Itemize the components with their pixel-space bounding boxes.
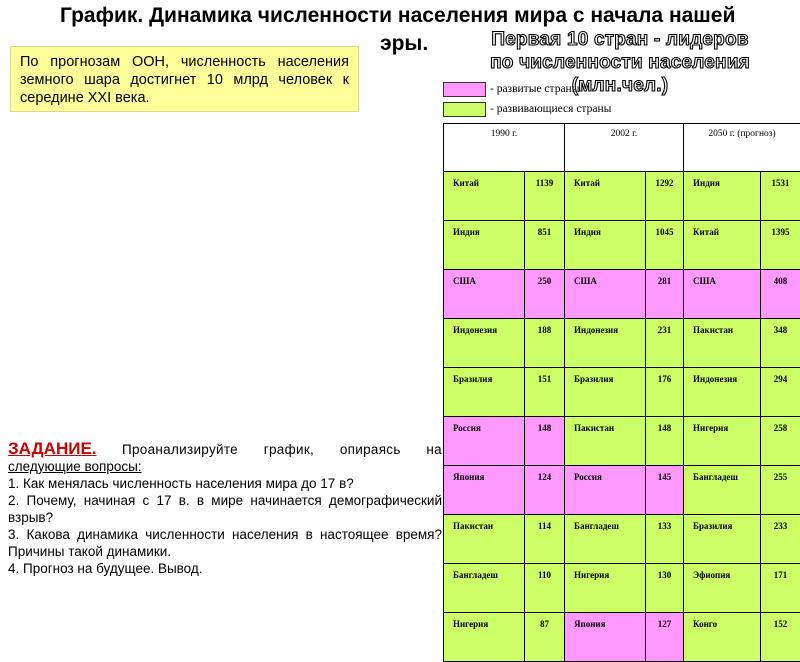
population-cell: 231 xyxy=(646,319,684,368)
country-cell: Япония xyxy=(565,613,646,662)
legend-item-developing xyxy=(443,100,611,118)
population-cell: 408 xyxy=(761,270,800,319)
table-row xyxy=(444,319,800,368)
country-cell: Китай xyxy=(444,172,525,221)
population-cell: 188 xyxy=(525,319,565,368)
legend-label-developed: - развитые страны xyxy=(490,83,579,95)
table-row xyxy=(444,515,800,564)
country-cell: Индия xyxy=(444,221,525,270)
population-cell: 127 xyxy=(646,613,684,662)
top10-title-line-2: по численности населения (млн.чел.) xyxy=(440,51,800,97)
country-cell: Индия xyxy=(684,172,761,221)
population-cell: 87 xyxy=(525,613,565,662)
country-cell: Япония xyxy=(444,466,525,515)
title-line-1: График. Динамика численности населения мира с начала нашей xyxy=(60,2,750,30)
population-cell: 348 xyxy=(761,319,800,368)
country-cell: Нигерия xyxy=(684,417,761,466)
country-cell: Эфиопия xyxy=(684,564,761,613)
country-cell: Пакистан xyxy=(565,417,646,466)
population-cell: 152 xyxy=(761,613,800,662)
country-cell: Бангладеш xyxy=(565,515,646,564)
population-cell: 171 xyxy=(761,564,800,613)
population-cell: 145 xyxy=(646,466,684,515)
population-cell: 124 xyxy=(525,466,565,515)
title-line-2: эры. xyxy=(60,30,750,58)
population-cell: 233 xyxy=(761,515,800,564)
population-cell: 1395 xyxy=(761,221,800,270)
task-heading: ЗАДАНИЕ. xyxy=(8,439,97,458)
country-cell: Бангладеш xyxy=(684,466,761,515)
table-row xyxy=(444,221,800,270)
task-block xyxy=(8,440,442,577)
table-row xyxy=(444,270,800,319)
country-cell: США xyxy=(684,270,761,319)
country-cell: Конго xyxy=(684,613,761,662)
table-header-row xyxy=(444,124,800,172)
header-2050: 2050 г. (прогноз) xyxy=(684,124,800,172)
population-cell: 255 xyxy=(761,466,800,515)
country-cell: Бразилия xyxy=(684,515,761,564)
country-cell: Китай xyxy=(565,172,646,221)
population-cell: 133 xyxy=(646,515,684,564)
country-cell: Нигерия xyxy=(444,613,525,662)
task-question-2: 2. Почему, начиная с 17 в. в мире начинается демографический взрыв? xyxy=(8,492,442,526)
population-cell: 851 xyxy=(525,221,565,270)
country-cell: Пакистан xyxy=(684,319,761,368)
table-row xyxy=(444,172,800,221)
country-cell: Россия xyxy=(565,466,646,515)
population-cell: 148 xyxy=(525,417,565,466)
task-question-1: 1. Как менялась численность населения мира до 17 в? xyxy=(8,475,442,492)
country-cell: Пакистан xyxy=(444,515,525,564)
table-row xyxy=(444,368,800,417)
population-cell: 1292 xyxy=(646,172,684,221)
population-cell: 1531 xyxy=(761,172,800,221)
table-row xyxy=(444,417,800,466)
task-question-4: 4. Прогноз на будущее. Вывод. xyxy=(8,560,442,577)
forecast-note: По прогнозам ООН, численность населения земного шара достигнет 10 млрд человек к середине XXI века. xyxy=(10,46,359,112)
task-subheading: следующие вопросы: xyxy=(8,458,442,475)
country-cell: США xyxy=(565,270,646,319)
task-question-3: 3. Какова динамика численности населения в настоящее время? Причины такой динамики. xyxy=(8,526,442,560)
header-1990: 1990 г. xyxy=(444,124,565,172)
legend-swatch-developing xyxy=(443,102,486,117)
population-cell: 258 xyxy=(761,417,800,466)
top10-title-line-1: Первая 10 стран - лидеров xyxy=(440,28,800,51)
task-header xyxy=(8,440,442,458)
population-cell: 151 xyxy=(525,368,565,417)
country-cell: Россия xyxy=(444,417,525,466)
country-cell: Бразилия xyxy=(444,368,525,417)
legend-swatch-developed xyxy=(443,82,486,97)
population-table xyxy=(443,123,800,662)
table-row xyxy=(444,564,800,613)
country-cell: Индия xyxy=(565,221,646,270)
population-cell: 281 xyxy=(646,270,684,319)
country-cell: Индонезия xyxy=(684,368,761,417)
country-cell: Бангладеш xyxy=(444,564,525,613)
table-row xyxy=(444,613,800,662)
legend xyxy=(443,80,611,120)
header-2002: 2002 г. xyxy=(565,124,684,172)
population-cell: 110 xyxy=(525,564,565,613)
population-cell: 1139 xyxy=(525,172,565,221)
population-cell: 1045 xyxy=(646,221,684,270)
table-row xyxy=(444,466,800,515)
population-cell: 250 xyxy=(525,270,565,319)
task-intro: Проанализируйте график, опираясь на xyxy=(122,442,442,457)
country-cell: Индонезия xyxy=(565,319,646,368)
population-cell: 114 xyxy=(525,515,565,564)
legend-item-developed xyxy=(443,80,611,98)
country-cell: США xyxy=(444,270,525,319)
country-cell: Китай xyxy=(684,221,761,270)
country-cell: Нигерия xyxy=(565,564,646,613)
population-cell: 294 xyxy=(761,368,800,417)
country-cell: Бразилия xyxy=(565,368,646,417)
country-cell: Индонезия xyxy=(444,319,525,368)
population-cell: 148 xyxy=(646,417,684,466)
legend-label-developing: - развивающиеся страны xyxy=(490,103,611,115)
population-cell: 176 xyxy=(646,368,684,417)
population-cell: 130 xyxy=(646,564,684,613)
